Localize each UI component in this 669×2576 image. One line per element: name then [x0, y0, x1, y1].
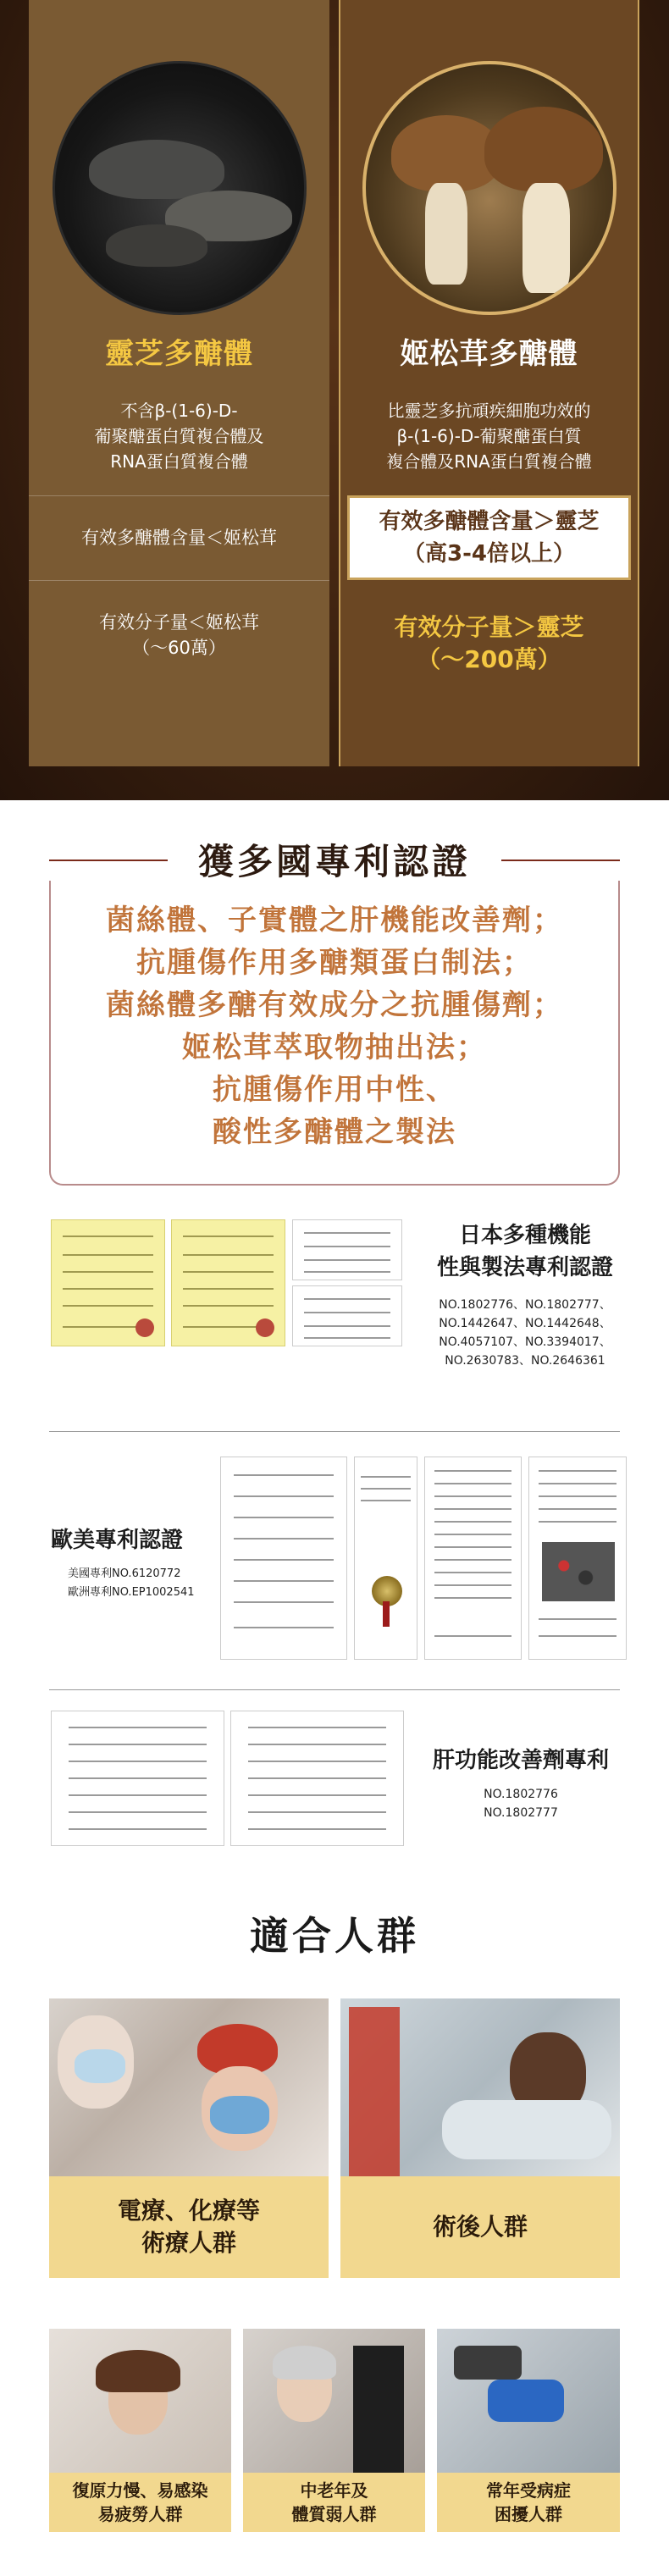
audience-card: [49, 2329, 231, 2532]
audience-label-text: 復原力慢、易感染 易疲勞人群: [72, 2480, 208, 2524]
certificate-image: [292, 1219, 402, 1280]
japan-patent-numbers: NO.1802776、NO.1802777、 NO.1442647、NO.1442648、 NO.4057107、NO.3394017、 NO.2630783、NO.2646361: [439, 1298, 611, 1368]
agaricus-molecule: 有效分子量＞靈芝 （～200萬）: [394, 613, 584, 673]
lingzhi-content-row: [29, 495, 329, 580]
certificate-image: [292, 1285, 402, 1346]
audience-label: [340, 2176, 620, 2278]
certificate-image: [424, 1457, 522, 1660]
audience-photo: [340, 1998, 620, 2176]
agaricus-photo: [362, 61, 616, 315]
separator: [49, 1431, 620, 1432]
certificate-image: [51, 1711, 224, 1846]
liver-patent-title: 肝功能改善劑專利: [432, 1748, 609, 1773]
patent-line: 菌絲體、子實體之肝機能改善劑；: [106, 904, 563, 937]
audience-label: [243, 2473, 425, 2532]
certificate-image: [220, 1457, 347, 1660]
audience-card: [437, 2329, 620, 2532]
euus-patent-numbers: 美國專利NO.6120772 歐洲專利NO.EP1002541: [68, 1567, 195, 1599]
certificate-image: [171, 1219, 285, 1346]
audience-label-text: 中老年及 體質弱人群: [291, 2480, 377, 2524]
agaricus-content: 有效多醣體含量＞靈芝 （高3-4倍以上）: [379, 509, 600, 567]
lingzhi-molecule-row: [29, 580, 329, 690]
lingzhi-molecule: 有效分子量＜姬松茸 （～60萬）: [99, 612, 259, 658]
certificate-image: [354, 1457, 417, 1660]
audience-label: [49, 2176, 329, 2278]
audience-label-text: 常年受病症 困擾人群: [486, 2480, 571, 2524]
patent-line: 抗腫傷作用中性、: [213, 1073, 456, 1107]
certificate-image: [51, 1219, 165, 1346]
agaricus-description: 比靈芝多抗頑疾細胞功效的 β-(1-6)-D-葡聚醣蛋白質 複合體及RNA蛋白質複合體: [386, 401, 592, 472]
comparison-section: [0, 0, 669, 800]
audience-title: 適合人群: [250, 1913, 419, 1959]
audience-label-text: 術後人群: [432, 2213, 528, 2241]
euus-patent-title: 歐美專利認證: [51, 1528, 184, 1553]
japan-cert-row: [42, 1219, 627, 1406]
audience-label: [49, 2473, 231, 2532]
patent-line: 菌絲體多醣有效成分之抗腫傷劑；: [106, 988, 563, 1022]
japan-patent-title: 日本多種機能 性與製法專利認證: [436, 1223, 613, 1280]
euus-cert-row: [42, 1457, 627, 1660]
patent-header: [0, 834, 669, 885]
audience-label: [437, 2473, 620, 2532]
patent-line: 酸性多醣體之製法: [213, 1115, 456, 1149]
audience-card: [49, 1998, 329, 2278]
lingzhi-column: [29, 0, 329, 766]
certificate-image: [528, 1457, 627, 1660]
audience-photo: [437, 2329, 620, 2473]
audience-label-text: 電療、化療等 術療人群: [117, 2197, 260, 2257]
agaricus-content-row: [347, 495, 631, 580]
audience-photo: [243, 2329, 425, 2473]
lingzhi-description: 不含β-(1-6)-D- 葡聚醣蛋白質複合體及 RNA蛋白質複合體: [94, 401, 264, 472]
agaricus-molecule-row: [340, 589, 638, 699]
patent-title: 獲多國專利認證: [197, 841, 471, 882]
agaricus-title: 姬松茸多醣體: [400, 337, 578, 371]
agaricus-column: [339, 0, 639, 766]
certificate-image: [230, 1711, 404, 1846]
patent-line: 姬松茸萃取物抽出法；: [182, 1031, 487, 1064]
liver-patent-numbers: NO.1802776 NO.1802777: [484, 1788, 558, 1820]
lingzhi-content: 有效多醣體含量＜姬松茸: [81, 528, 277, 548]
audience-card: [243, 2329, 425, 2532]
audience-card: [340, 1998, 620, 2278]
audience-photo: [49, 2329, 231, 2473]
patent-line: 抗腫傷作用多醣類蛋白制法；: [136, 946, 533, 980]
audience-photo: [49, 1998, 329, 2176]
lingzhi-title: 靈芝多醣體: [105, 337, 253, 371]
separator: [49, 1689, 620, 1690]
patent-list-box: [49, 881, 620, 1186]
liver-cert-row: [42, 1711, 627, 1863]
lingzhi-photo: [53, 61, 307, 315]
